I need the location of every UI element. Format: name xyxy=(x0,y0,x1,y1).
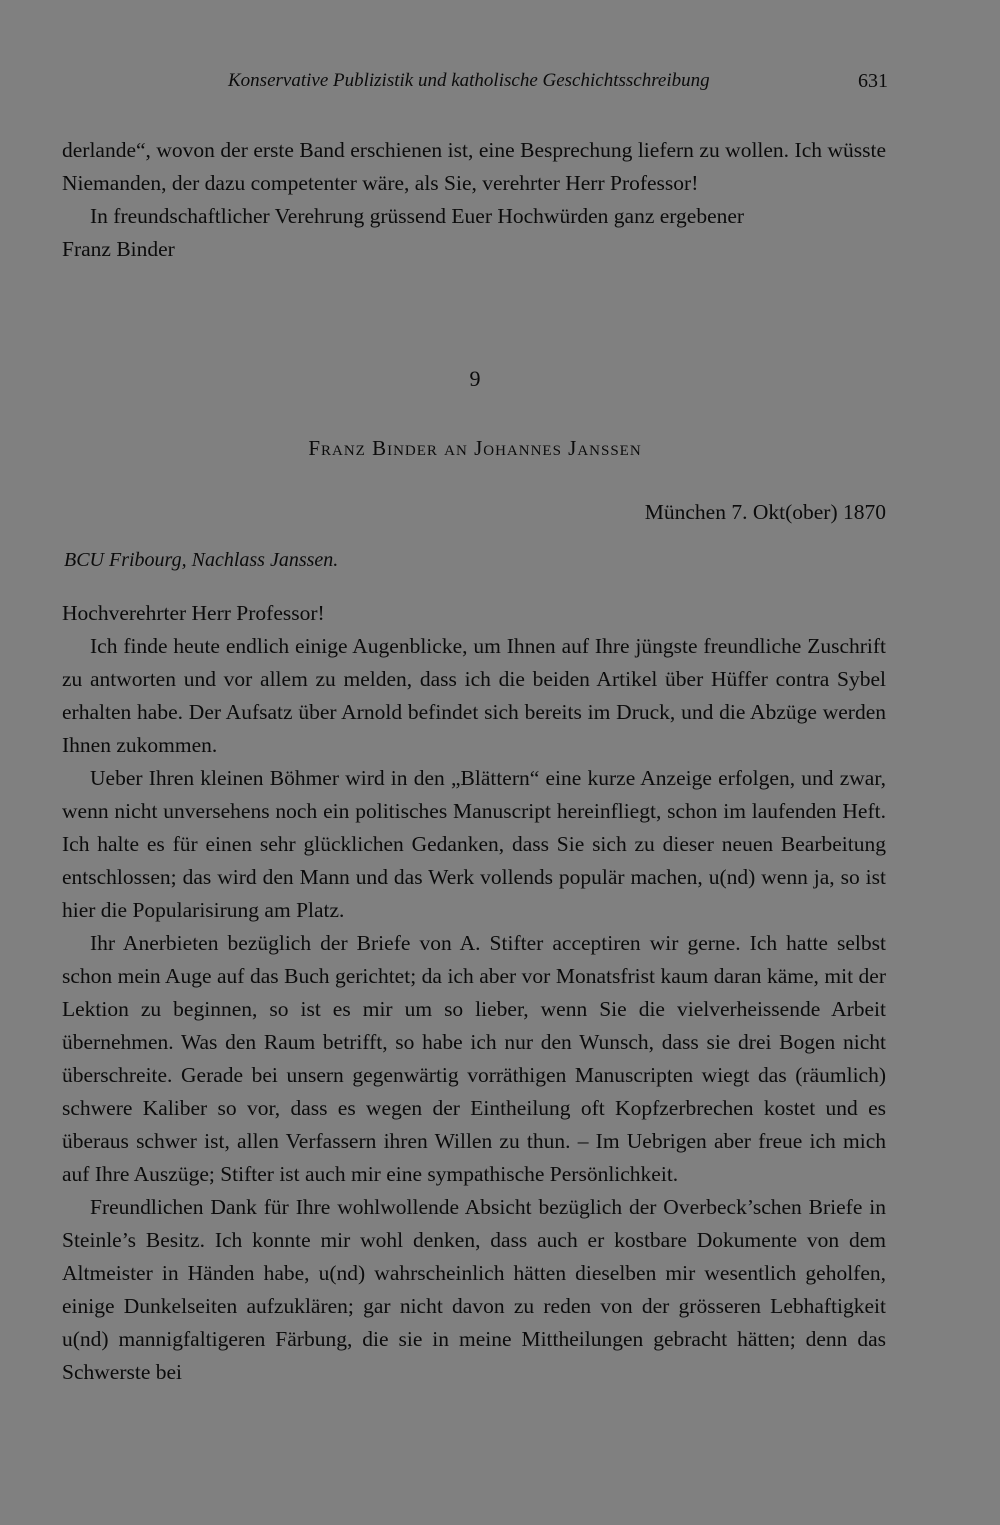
page-number: 631 xyxy=(858,70,888,92)
letter-heading: Franz Binder an Johannes Janssen xyxy=(308,436,642,460)
letter-date: München 7. Okt(ober) 1870 xyxy=(644,500,886,524)
previous-letter-closing: In freundschaftlicher Verehrung grüssend Euer Hochwürden ganz ergebener xyxy=(90,204,745,228)
running-title: Konservative Publizistik und katholische Geschichtsschreibung xyxy=(228,70,710,91)
letter-paragraph: Ueber Ihren kleinen Böhmer wird in den „Blättern“ eine kurze Anzeige erfolgen, und zwar, wenn nicht unversehens noch ein politisches Manuscript hereinfliegt, schon im laufenden Heft. Ich halte es für einen sehr glücklichen Gedanken, dass Sie sich zu dieser neuen Bearbeitung entschlossen; das wird den Mann und das Werk vollends populär machen, u(nd) wenn ja, so ist hier die Popularisirung am Platz. xyxy=(62,766,886,922)
letter-number: 9 xyxy=(469,366,481,391)
letter-body xyxy=(62,597,886,1389)
letter-source: BCU Fribourg, Nachlass Janssen. xyxy=(64,549,339,571)
letter-paragraph: Ihr Anerbieten bezüglich der Briefe von A. Stifter acceptiren wir gerne. Ich hatte selbst schon mein Auge auf das Buch gerichtet; da ich aber vor Monatsfrist kaum daran käme, mit der Lektion zu beginnen, so ist es mir um so lieber, wenn Sie die vielverheissende Arbeit übernehmen. Was den Raum betrifft, so habe ich nur den Wunsch, dass sie drei Bogen nicht überschreite. Gerade bei unsern gegenwärtig vorräthigen Manuscripten wiegt das (räumlich) schwere Kaliber so vor, dass es wegen der Eintheilung oft Kopfzerbrechen kostet und es überaus schwer ist, allen Verfassern ihren Willen zu thun. – Im Uebrigen aber freue ich mich auf Ihre Auszüge; Stifter ist auch mir eine sympathische Persönlichkeit. xyxy=(62,931,886,1186)
letter-paragraph: Ich finde heute endlich einige Augenblicke, um Ihnen auf Ihre jüngste freundliche Zuschrift zu antworten und vor allem zu melden, dass ich die beiden Artikel über Hüffer contra Sybel erhalten habe. Der Aufsatz über Arnold befindet sich bereits im Druck, und die Abzüge werden Ihnen zukommen. xyxy=(62,634,886,757)
previous-letter-signature: Franz Binder xyxy=(62,237,175,261)
letter-paragraph: Freundlichen Dank für Ihre wohlwollende Absicht bezüglich der Overbeck’schen Briefe in Steinle’s Besitz. Ich konnte mir wohl denken, dass auch er kostbare Dokumente von dem Altmeister in Händen habe, u(nd) wahrscheinlich hätten dieselben mir wesentlich geholfen, einige Dunkelseiten aufzuklären; gar nicht davon zu reden von der grösseren Lebhaftigkeit u(nd) mannigfaltigeren Färbung, die sie in meine Mittheilungen gebracht hätten; denn das Schwerste bei xyxy=(62,1195,886,1384)
running-head xyxy=(62,70,888,100)
previous-letter-ending xyxy=(62,134,886,266)
previous-letter-paragraph: derlande“, wovon der erste Band erschienen ist, eine Besprechung liefern zu wollen. Ich wüsste Niemanden, der dazu competenter wäre, als Sie, verehrter Herr Professor! xyxy=(62,138,886,195)
letter-salutation: Hochverehrter Herr Professor! xyxy=(62,601,325,625)
